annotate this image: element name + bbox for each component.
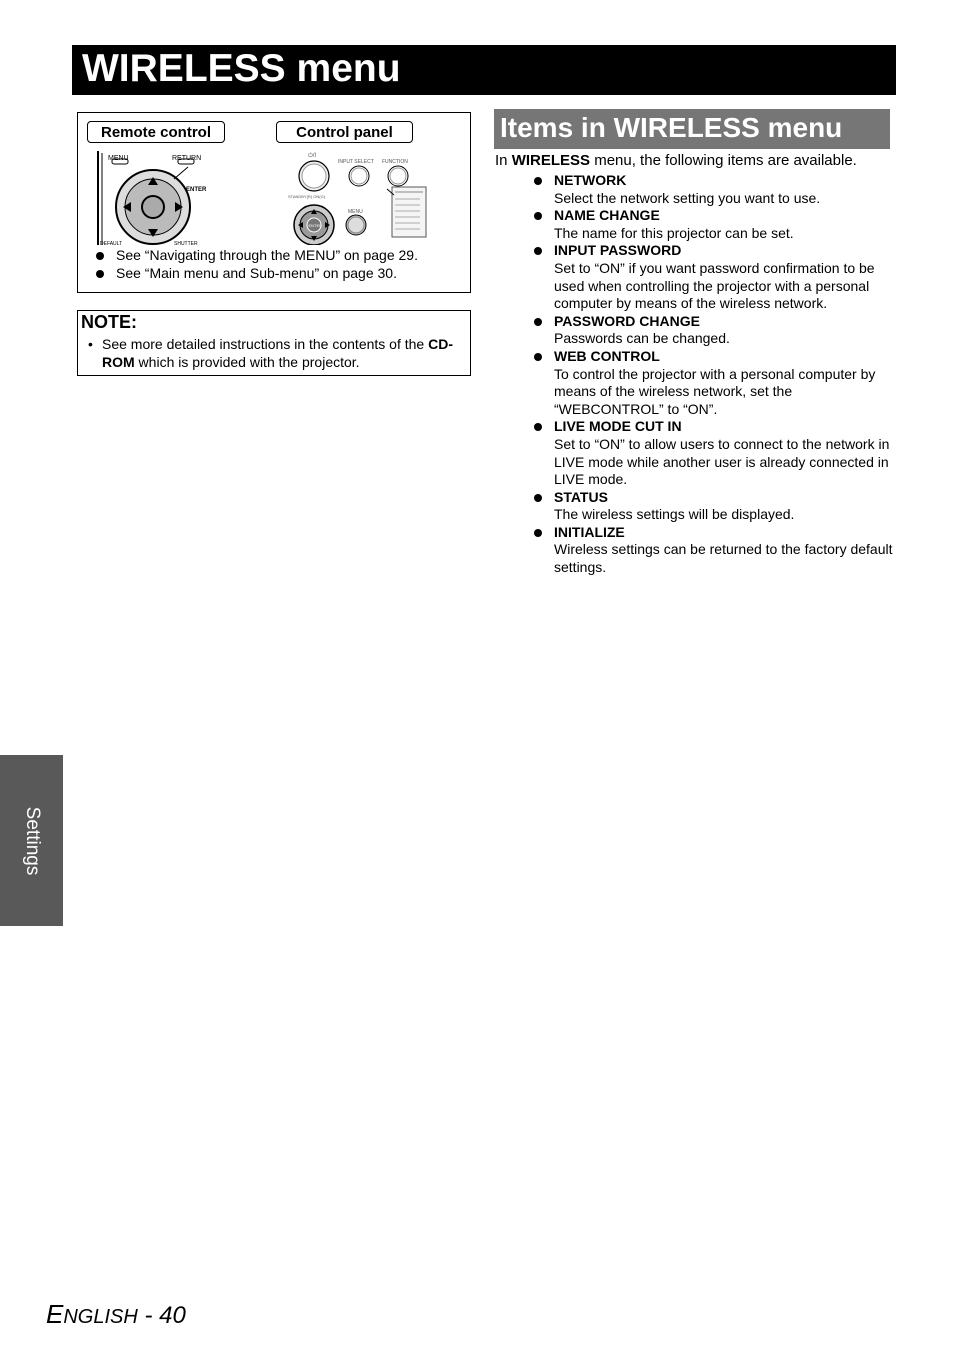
list-item <box>534 207 894 242</box>
bullet-icon <box>534 494 542 502</box>
page-footer: ENGLISH - 40 <box>46 1299 186 1329</box>
reference-text: See “Navigating through the MENU” on page 29. <box>116 247 418 263</box>
remote-default-text: DEFAULT <box>100 241 123 245</box>
list-item <box>94 265 418 283</box>
remote-return-text: RETURN <box>172 155 202 162</box>
remote-control-illustration <box>96 149 211 245</box>
item-name: STATUS <box>554 488 608 505</box>
item-description: Set to “ON” if you want password confirmation to be used when controlling the projector with a personal computer by means of the wireless network. <box>554 259 875 312</box>
note-title: NOTE: <box>81 312 137 332</box>
control-panel-label: Control panel <box>276 121 413 143</box>
list-item <box>534 524 894 577</box>
remote-menu-text: MENU <box>108 155 129 162</box>
list-item <box>534 313 894 348</box>
bullet-icon <box>534 247 542 255</box>
item-description: Set to “ON” to allow users to connect to the network in LIVE mode while another user is already connected in LIVE mode. <box>554 435 890 488</box>
item-description: The wireless settings will be displayed. <box>554 506 795 523</box>
item-name: PASSWORD CHANGE <box>554 312 700 329</box>
panel-function-text: FUNCTION <box>382 159 408 165</box>
settings-side-tab <box>0 755 63 926</box>
bullet-icon <box>534 212 542 220</box>
item-description: The name for this projector can be set. <box>554 224 794 241</box>
item-name: NETWORK <box>554 172 627 188</box>
note-text-end: which is provided with the projector. <box>134 354 360 370</box>
reference-text: See “Main menu and Sub-menu” on page 30. <box>116 264 397 281</box>
cd-rom-text: CD-ROM <box>102 336 453 370</box>
intro-text <box>495 152 857 170</box>
panel-standby-text: STANDBY(R) ON(G) <box>288 194 326 199</box>
bullet-icon <box>534 177 542 185</box>
section-heading: Items in WIRELESS menu <box>500 112 843 143</box>
list-item <box>94 247 418 265</box>
list-item <box>534 172 894 207</box>
title-bar <box>72 45 896 95</box>
bullet-icon <box>534 423 542 431</box>
intro-bold: WIRELESS <box>511 152 591 169</box>
item-name: INITIALIZE <box>554 523 625 540</box>
panel-menu-text: MENU <box>348 209 363 215</box>
bullet-icon <box>96 252 104 260</box>
bullet-icon <box>534 529 542 537</box>
reference-box <box>77 112 471 293</box>
note-text <box>88 335 462 371</box>
item-description: To control the projector with a personal computer by means of the wireless network, set the “WEBCONTROL” to “ON”. <box>554 365 876 417</box>
intro-end: menu, the following items are available. <box>590 152 857 169</box>
list-item <box>534 242 894 312</box>
reference-list <box>94 247 418 282</box>
bullet-icon <box>534 318 542 326</box>
item-description: Wireless settings can be returned to the factory default settings. <box>554 541 893 576</box>
note-bullet: • <box>88 336 93 352</box>
side-tab-label: Settings <box>21 806 43 875</box>
intro-start: In <box>495 152 512 169</box>
panel-enter-text: ENTER <box>308 223 323 228</box>
item-name: LIVE MODE CUT IN <box>554 418 682 435</box>
bullet-icon <box>534 353 542 361</box>
remote-control-label: Remote control <box>87 121 225 143</box>
panel-input-select-text: INPUT SELECT <box>338 159 374 165</box>
list-item <box>534 418 894 488</box>
item-name: NAME CHANGE <box>554 207 660 224</box>
item-name: WEB CONTROL <box>554 347 660 364</box>
section-heading-bar <box>494 109 890 149</box>
item-name: INPUT PASSWORD <box>554 242 682 259</box>
remote-enter-text: ENTER <box>186 187 207 193</box>
page-title: WIRELESS menu <box>82 47 401 90</box>
item-description: Select the network setting you want to use. <box>554 189 821 206</box>
menu-items-list <box>534 172 894 577</box>
list-item <box>534 489 894 524</box>
control-panel-illustration <box>274 149 439 245</box>
item-description: Passwords can be changed. <box>554 330 730 347</box>
list-item <box>534 348 894 418</box>
remote-shutter-text: SHUTTER <box>174 241 198 245</box>
bullet-icon <box>96 270 104 278</box>
panel-power-text: ⏻/I <box>308 153 317 159</box>
note-text-start: See more detailed instructions in the contents of the <box>102 336 429 352</box>
note-box <box>77 310 471 376</box>
